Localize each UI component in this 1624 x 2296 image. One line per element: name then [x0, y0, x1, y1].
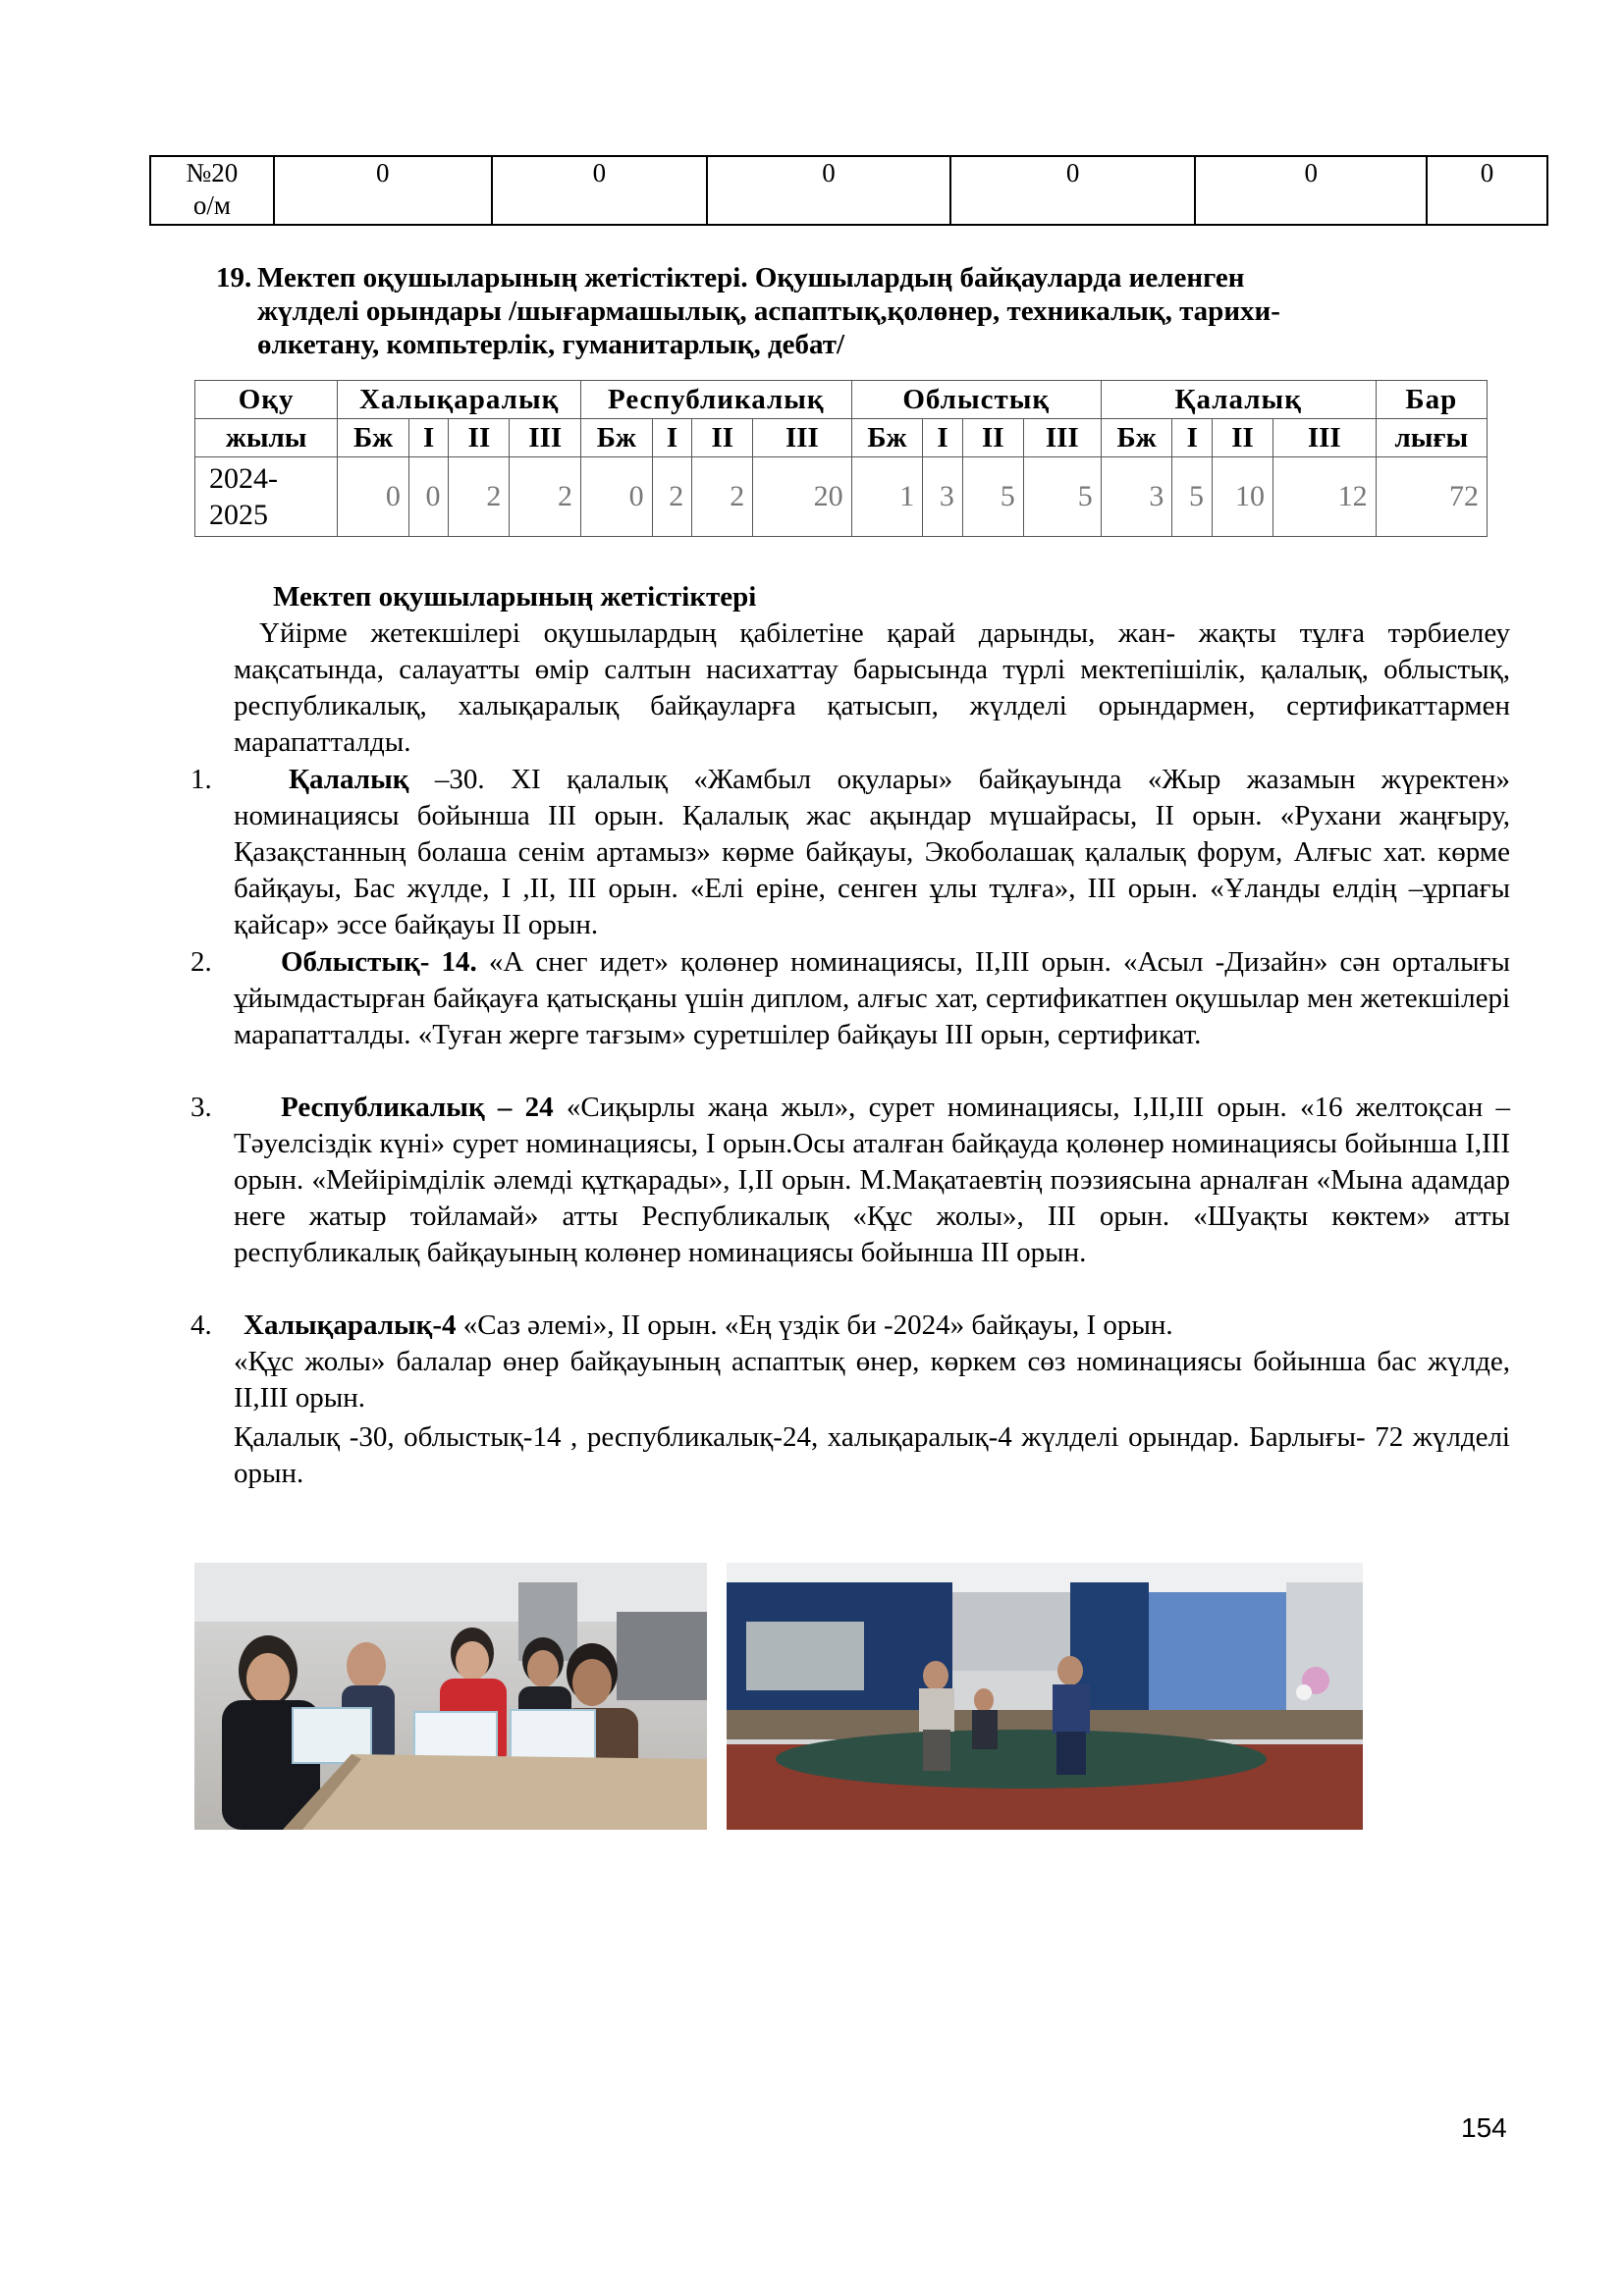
classroom-photo-image	[194, 1563, 707, 1830]
subheader: ІІІ	[510, 419, 581, 457]
group-header: Облыстық	[851, 381, 1101, 419]
classroom-photo	[194, 1563, 707, 1830]
table-header-row	[195, 381, 1488, 419]
subheader: Бж	[851, 419, 923, 457]
table-cell: 0	[1427, 156, 1547, 225]
list-item-label: Республикалық – 24	[281, 1092, 554, 1123]
value-cell: 3	[1101, 457, 1172, 537]
group-header: Халықаралық	[338, 381, 581, 419]
value-cell: 12	[1272, 457, 1376, 537]
year-line: 2024-	[209, 462, 278, 495]
list-item-text: «Саз әлемі», ІІ орын. «Ең үздік би -2024» байқауы, І орын.	[456, 1309, 1173, 1341]
table-row	[150, 156, 1547, 225]
total-header: Бар	[1376, 381, 1487, 419]
subheader: ІІ	[1213, 419, 1273, 457]
value-cell: 5	[962, 457, 1023, 537]
subheader: Бж	[1101, 419, 1172, 457]
year-header: жылы	[195, 419, 338, 457]
list-item	[234, 1090, 1510, 1271]
page-number: 154	[1461, 2112, 1507, 2143]
table-cell: 0	[274, 156, 492, 225]
list-number: 2.	[190, 946, 212, 978]
list-item-label: Халықаралық-4	[244, 1309, 457, 1341]
summary-paragraph: Қалалық -30, облыстық-14 , республикалық-24, халықаралық-4 жүлделі орындар. Барлығы- 72 жүлделі орын.	[234, 1421, 1510, 1489]
results-table	[194, 380, 1488, 537]
value-cell: 2	[692, 457, 753, 537]
subheader: ІІ	[962, 419, 1023, 457]
intro-paragraph: Үйірме жетекшілері оқушылардың қабілетіне қарай дарынды, жан- жақты тұлға тәрбиелеу мақсатында, салауатты өмір салтын насихаттау барысында түрлі мектепішілік, қалалық, облыстық, республикалық, халықаралық байқауларға қатысып, жүлделі орындармен, сертификаттармен марапатталды.	[234, 617, 1510, 758]
section-title	[257, 261, 1534, 361]
value-cell: 0	[338, 457, 409, 537]
table-row	[195, 457, 1488, 537]
subheader: І	[1172, 419, 1213, 457]
table-cell	[150, 156, 274, 225]
table-cell: 0	[950, 156, 1196, 225]
list-item-text: «А снег идет» қолөнер номинациясы, ІІ,ІІІ орын. «Асыл -Дизайн» сән орталығы ұйымдастырған байқауға қатысқаны үшін диплом, алғыс хат, сертификатпен оқушылар мен жетекшілері марапатталды. «Туған жерге тағзым» суретшілер байқауы ІІІ орын, сертификат.	[234, 946, 1510, 1050]
subheader: ІІІ	[1272, 419, 1376, 457]
group-header: Республикалық	[581, 381, 852, 419]
total-header: лығы	[1376, 419, 1487, 457]
subheader: ІІІ	[753, 419, 851, 457]
list-number: 4.	[190, 1309, 212, 1341]
list-item-label: Қалалық	[289, 764, 409, 795]
list-item-label: Облыстық- 14.	[281, 946, 477, 978]
value-cell: 2	[652, 457, 692, 537]
value-cell: 2	[510, 457, 581, 537]
value-cell: 0	[408, 457, 449, 537]
list-item	[234, 1308, 1510, 1344]
year-header: Оқу	[195, 381, 338, 419]
hall-photo	[727, 1563, 1363, 1830]
cell-line: о/м	[192, 190, 231, 220]
value-cell: 3	[923, 457, 963, 537]
subheader: І	[652, 419, 692, 457]
group-header: Қалалық	[1101, 381, 1376, 419]
value-cell: 2	[449, 457, 510, 537]
table-cell: 0	[1195, 156, 1427, 225]
value-cell: 1	[851, 457, 923, 537]
section-number: 19.	[216, 262, 252, 294]
year-cell	[195, 457, 338, 537]
value-cell: 5	[1172, 457, 1213, 537]
list-item-text: «Сиқырлы жаңа жыл», сурет номинациясы, І,ІІ,ІІІ орын. «16 желтоқсан – Тәуелсіздік күні» сурет номинациясы, І орын.Осы аталған байқауда қолөнер номинациясы бойынша І,ІІІ орын. «Мейірімділік әлемді құтқарады», І,ІІ орын. М.Мақатаевтің поэзиясына арналған «Мына адамдар неге жатыр тойламай» атты Республикалық «Құс жолы», ІІІ орын. «Шуақты көктем» атты республикалық байқауының колөнер номинациясы бойынша ІІІ орын.	[234, 1092, 1510, 1268]
table-cell: 0	[707, 156, 950, 225]
section-title-line: жүлделі орындары /шығармашылық, аспаптық,қолөнер, техникалық, тарихи-	[257, 295, 1280, 327]
continuation-paragraph: «Құс жолы» балалар өнер байқауының аспаптық өнер, көркем сөз номинациясы бойынша бас жүлде, ІІ,ІІІ орын.	[234, 1346, 1510, 1414]
subheader: І	[923, 419, 963, 457]
total-cell: 72	[1376, 457, 1487, 537]
list-number: 1.	[190, 764, 212, 795]
list-item	[234, 762, 1510, 943]
subheader: Бж	[581, 419, 653, 457]
value-cell: 20	[753, 457, 851, 537]
table-cell: 0	[492, 156, 708, 225]
cell-line: №20	[186, 158, 239, 187]
achievements-title: Мектеп оқушыларының жетістіктері	[273, 581, 757, 613]
subheader: ІІ	[692, 419, 753, 457]
value-cell: 10	[1213, 457, 1273, 537]
section-title-line: өлкетану, компьтерлік, гуманитарлық, дебат/	[257, 329, 845, 360]
table-subheader-row	[195, 419, 1488, 457]
list-item	[234, 944, 1510, 1053]
subheader: ІІІ	[1023, 419, 1101, 457]
subheader: І	[408, 419, 449, 457]
list-number: 3.	[190, 1092, 212, 1123]
subheader: ІІ	[449, 419, 510, 457]
year-line: 2025	[209, 499, 268, 531]
section-title-line: Мектеп оқушыларының жетістіктері. Оқушылардың байқауларда иеленген	[257, 262, 1245, 294]
list-item-text: –30. ХІ қалалық «Жамбыл оқулары» байқауында «Жыр жазамын жүректен» номинациясы бойынша ІІІ орын. Қалалық жас ақындар мүшайрасы, ІІ орын. «Рухани жаңғыру, Қазақстанның болаша сенім артамыз» көрме байқауы, Экоболашақ қалалық форум, Алғыс хат. көрме байқауы, Бас жүлде, І ,ІІ, ІІІ орын. «Елі еріне, сенген ұлы тұлға», ІІІ орын. «Ұланды елдің –ұрпағы қайсар» эссе байқауы ІІ орын.	[234, 764, 1510, 940]
top-table	[149, 155, 1548, 226]
subheader: Бж	[338, 419, 409, 457]
hall-photo-image	[727, 1563, 1363, 1830]
value-cell: 0	[581, 457, 653, 537]
value-cell: 5	[1023, 457, 1101, 537]
